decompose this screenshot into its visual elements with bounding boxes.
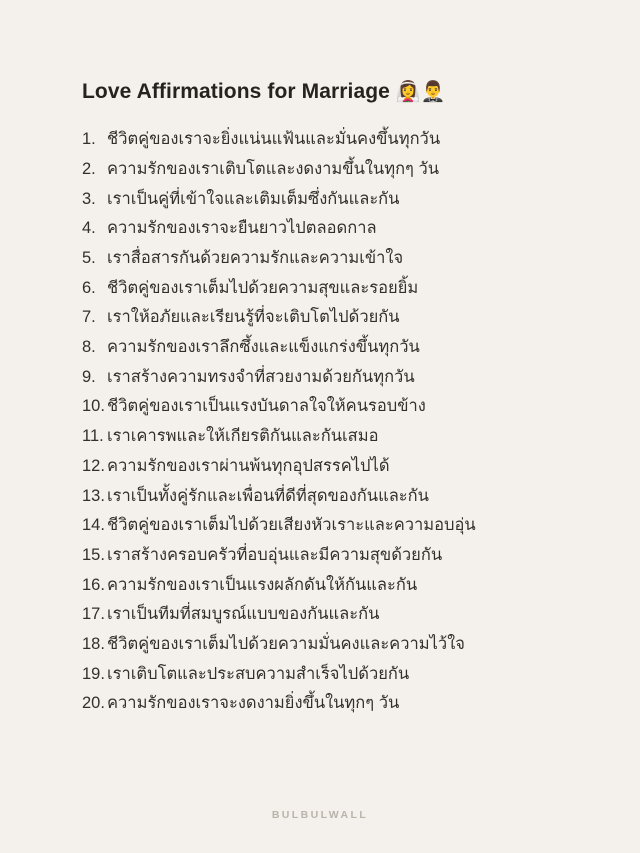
list-item-text: ความรักของเราเติบโตและงดงามขึ้นในทุกๆ วัน bbox=[107, 159, 440, 178]
list-item bbox=[82, 606, 582, 623]
page-title-text: Love Affirmations for Marriage bbox=[82, 80, 390, 103]
list-item-number: 7. bbox=[82, 308, 96, 327]
list-item-text: เราเติบโตและประสบความสำเร็จไปด้วยกัน bbox=[107, 664, 410, 683]
list-item-text: เราเป็นทีมที่สมบูรณ์แบบของกันและกัน bbox=[107, 605, 380, 624]
list-item-number: 9. bbox=[82, 367, 96, 386]
list-item-number: 13. bbox=[82, 486, 105, 505]
list-item bbox=[82, 339, 582, 356]
list-item-text: ความรักของเราจะงดงามยิ่งขึ้นในทุกๆ วัน bbox=[107, 694, 400, 713]
list-item-text: เราเป็นคู่ที่เข้าใจและเติมเต็มซึ่งกันและกัน bbox=[107, 189, 400, 208]
list-item-number: 11. bbox=[82, 427, 104, 446]
list-item-text: ชีวิตคู่ของเราเต็มไปด้วยเสียงหัวเราะและความอบอุ่น bbox=[107, 516, 476, 535]
list-item-text: เราเคารพและให้เกียรติกันและกันเสมอ bbox=[107, 427, 379, 446]
list-item-text: เราสื่อสารกันด้วยความรักและความเข้าใจ bbox=[107, 249, 404, 268]
list-item-number: 4. bbox=[82, 219, 96, 238]
list-item bbox=[82, 488, 582, 505]
list-item-number: 8. bbox=[82, 338, 96, 357]
list-item-text: ชีวิตคู่ของเราเต็มไปด้วยความมั่นคงและความไว้ใจ bbox=[107, 634, 465, 653]
list-item bbox=[82, 666, 582, 683]
list-item bbox=[82, 547, 582, 564]
list-item-number: 17. bbox=[82, 605, 105, 624]
list-item-text: ความรักของเราเป็นแรงผลักดันให้กันและกัน bbox=[107, 575, 418, 594]
list-item-number: 3. bbox=[82, 189, 96, 208]
list-item bbox=[82, 131, 582, 148]
list-item bbox=[82, 161, 582, 178]
list-item bbox=[82, 250, 582, 267]
list-item bbox=[82, 428, 582, 445]
list-item-text: ความรักของเราจะยืนยาวไปตลอดกาล bbox=[107, 219, 377, 238]
list-item-text: ชีวิตคู่ของเราเต็มไปด้วยความสุขและรอยยิ้ม bbox=[107, 278, 419, 297]
list-item bbox=[82, 636, 582, 653]
list-item bbox=[82, 695, 582, 712]
list-item-number: 1. bbox=[82, 130, 96, 149]
list-item-text: เราสร้างความทรงจำที่สวยงามด้วยกันทุกวัน bbox=[107, 367, 415, 386]
list-item bbox=[82, 191, 582, 208]
list-item bbox=[82, 458, 582, 475]
list-item-text: ความรักของเราผ่านพ้นทุกอุปสรรคไปได้ bbox=[107, 456, 390, 475]
list-item-text: ชีวิตคู่ของเราจะยิ่งแน่นแฟ้นและมั่นคงขึ้นทุกวัน bbox=[107, 130, 441, 149]
list-item bbox=[82, 577, 582, 594]
watermark: BULBULWALL bbox=[271, 809, 369, 821]
list-item-number: 12. bbox=[82, 456, 105, 475]
list-item bbox=[82, 309, 582, 326]
list-item-number: 6. bbox=[82, 278, 96, 297]
list-item-number: 5. bbox=[82, 249, 96, 268]
list-item bbox=[82, 398, 582, 415]
list-item-number: 19. bbox=[82, 664, 105, 683]
list-item-number: 2. bbox=[82, 159, 96, 178]
list-item-text: เราเป็นทั้งคู่รักและเพื่อนที่ดีที่สุดของกันและกัน bbox=[107, 486, 429, 505]
list-item-text: เราสร้างครอบครัวที่อบอุ่นและมีความสุขด้วยกัน bbox=[107, 545, 443, 564]
list-item bbox=[82, 280, 582, 297]
list-item-number: 15. bbox=[82, 545, 105, 564]
list-item-number: 20. bbox=[82, 694, 105, 713]
list-item bbox=[82, 220, 582, 237]
list-item bbox=[82, 369, 582, 386]
bride-groom-emoji: 👰‍♀️🤵‍♂️ bbox=[395, 81, 446, 103]
list-item-number: 18. bbox=[82, 634, 105, 653]
list-item-number: 16. bbox=[82, 575, 105, 594]
affirmations-list bbox=[82, 131, 582, 725]
list-item-number: 10. bbox=[82, 397, 105, 416]
list-item bbox=[82, 517, 582, 534]
list-item-text: ความรักของเราลึกซึ้งและแข็งแกร่งขึ้นทุกวัน bbox=[107, 338, 420, 357]
page-title bbox=[82, 78, 582, 105]
list-item-text: ชีวิตคู่ของเราเป็นแรงบันดาลใจให้คนรอบข้าง bbox=[107, 397, 426, 416]
list-item-number: 14. bbox=[82, 516, 105, 535]
list-item-text: เราให้อภัยและเรียนรู้ที่จะเติบโตไปด้วยกัน bbox=[107, 308, 400, 327]
